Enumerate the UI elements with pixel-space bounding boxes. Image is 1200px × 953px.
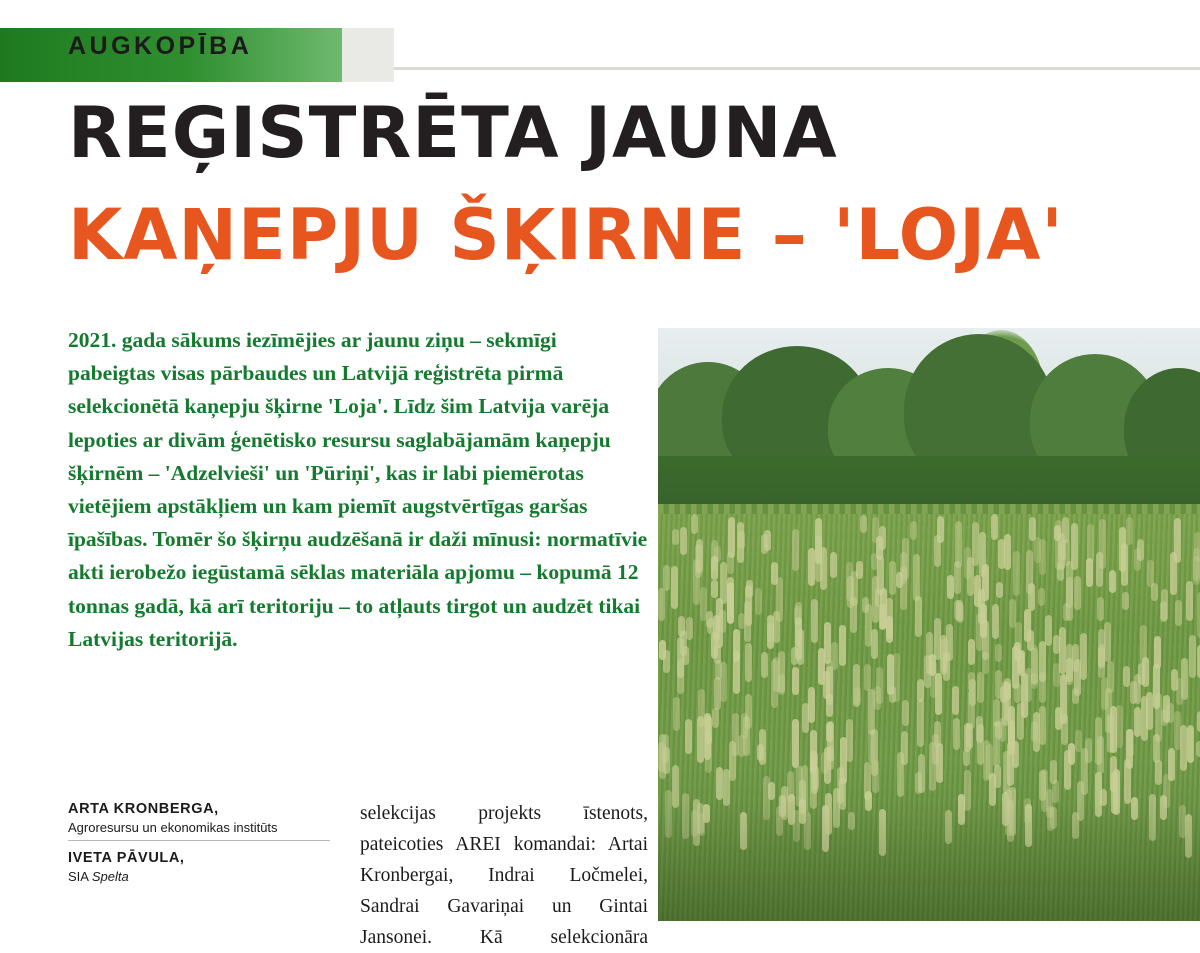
photo-hemp-plume (1105, 688, 1112, 733)
photo-hemp-plume (1031, 721, 1038, 742)
photo-hemp-plume (716, 767, 723, 800)
page-title-line-2: KAŅEPJU ŠĶIRNE – 'LOJA' (68, 194, 1064, 276)
photo-hemp-plume (1104, 622, 1111, 662)
photo-hemp-plume (902, 700, 909, 726)
photo-hemp-plume (1122, 592, 1129, 609)
photo-hemp-plume (792, 667, 799, 694)
photo-hemp-plume (1075, 730, 1082, 752)
photo-hemp-plume (995, 644, 1002, 662)
photo-hemp-plume (1034, 537, 1041, 563)
author-name: ARTA KRONBERGA, (68, 801, 219, 817)
author-affiliation (68, 819, 330, 841)
photo-hemp-plume (1071, 523, 1078, 571)
photo-hemp-plume (998, 539, 1005, 569)
photo-hemp-plume (733, 629, 740, 663)
photo-hemp-plume (1053, 663, 1060, 687)
photo-hemp-plume (1000, 686, 1007, 704)
photo-hemp-plume (897, 752, 904, 797)
photo-hemp-plume (700, 587, 707, 622)
photo-hemp-plume (969, 679, 976, 706)
page-title-line-1: REĢISTRĒTA JAUNA (68, 92, 838, 174)
photo-hemp-plume (1134, 707, 1141, 737)
photo-hemp-plume (953, 718, 960, 750)
author-affiliation-text: Agroresursu un ekonomikas institūts (68, 820, 278, 835)
photo-hemp-plume (893, 653, 900, 702)
photo-hemp-plume (827, 721, 834, 762)
lead-paragraph: 2021. gada sākums iezīmējies ar jaunu ziņu – sekmīgi pabeigtas visas pārbaudes un Latvijā reģistrēta pirmā selekcionētā kaņepju šķirne 'Loja'. Līdz šim Latvija varēja lepoties ar divām ģenētisko resursu saglabājamām kaņepju šķirnēm – 'Adzelvieši' un 'Pūriņi', kas ir labi piemērotas vietējiem apstākļiem un kam piemīt augstvērtīgas garšas īpašības. Tomēr šo šķirņu audzēšanā ir daži mīnusi: normatīvie akti ierobežo iegūstamā sēklas materiāla apjomu – kopumā 12 tonnas gadā, kā arī teritoriju – to atļauts tirgot un audzēt tikai Latvijas teritorijā. (68, 328, 648, 651)
photo-hemp-plume (1187, 725, 1194, 763)
photo-hemp-plume (1039, 672, 1046, 703)
photo-hemp-plume (658, 588, 665, 621)
body-text-column: selekcijas projekts īstenots, pateicoties AREI komandai: Artai Kronbergai, Indrai Ločmelei, Sandrai Gavariņai un Gintai Jansonei. Kā selekcionāra (360, 803, 648, 948)
photo-hemp-plume (934, 618, 941, 660)
photo-hemp-plume (767, 623, 774, 642)
photo-hemp-plume (913, 554, 920, 601)
photo-hemp-plume (917, 699, 924, 747)
photo-hemp-plume (1039, 706, 1046, 745)
photo-hemp-plume (1055, 520, 1062, 570)
photo-hemp-plume (1097, 736, 1104, 774)
photo-hemp-plume (778, 674, 785, 695)
photo-hemp-plume (910, 521, 917, 540)
photo-hemp-plume (837, 767, 844, 804)
photo-hemp-plume (871, 629, 878, 659)
photo-hemp-plume (673, 697, 680, 731)
photo-hemp-plume (755, 588, 762, 616)
photo-hemp-plume (876, 667, 883, 704)
photo-hemp-plume (663, 650, 670, 673)
photo-hemp-plume (968, 639, 975, 665)
photo-hemp-plume (729, 741, 736, 781)
photo-hemp-plume (1085, 738, 1092, 763)
photo-hemp-plume (947, 575, 954, 598)
category-bar-gray-block (342, 28, 394, 82)
photo-hemp-plume (1097, 597, 1104, 621)
photo-hemp-plume (791, 647, 798, 665)
photo-hemp-plume (745, 643, 752, 683)
photo-hemp-plume (685, 719, 692, 754)
photo-hemp-plume (745, 585, 752, 627)
photo-hemp-plume (886, 598, 893, 638)
photo-hemp-plume (696, 539, 703, 573)
photo-hemp-plume (952, 686, 959, 716)
photo-hemp-plume (824, 622, 831, 664)
photo-hemp-plume (839, 625, 846, 666)
photo-hemp-plume (1012, 646, 1019, 690)
photo-hemp-plume (1028, 583, 1035, 611)
photo-hemp-plume (1062, 517, 1069, 544)
photo-hemp-plume (889, 561, 896, 595)
photo-hemp-plume (1050, 760, 1057, 783)
photo-hemp-plume (671, 566, 678, 609)
photo-hemp-plume (815, 535, 822, 583)
photo-hemp-plume (872, 576, 879, 623)
photo-hemp-plume (1099, 519, 1106, 569)
photo-hemp-plume (932, 734, 939, 765)
author-affiliation (68, 868, 330, 889)
photo-hemp-plume (974, 575, 981, 607)
photo-hemp-plume (663, 565, 670, 592)
author-block (68, 800, 333, 841)
photo-hemp-plume (1196, 741, 1200, 757)
photo-hemp-plume (1004, 534, 1011, 571)
photo-hemp-plume (711, 580, 718, 598)
photo-hemp-plume (706, 611, 713, 628)
photo-hemp-plume (943, 652, 950, 681)
photo-hemp-plume (1197, 711, 1200, 732)
photo-hemp-plume (691, 514, 698, 534)
photo-hemp-plume (955, 521, 962, 569)
photo-hemp-plume (977, 672, 984, 704)
author-byline-list (68, 800, 333, 893)
photo-hemp-plume (1155, 760, 1162, 785)
photo-hemp-plume (761, 652, 768, 678)
photo-hemp-plume (1160, 601, 1167, 623)
photo-hemp-plume (864, 664, 871, 691)
photo-hemp-plume (1137, 539, 1144, 561)
photo-hemp-plume (705, 716, 712, 745)
photo-hemp-plume (720, 662, 727, 702)
author-name: IVETA PĀVULA, (68, 850, 185, 866)
photo-hemp-plume (976, 613, 983, 651)
photo-hemp-plume (1109, 570, 1116, 593)
photo-hemp-plume (1068, 743, 1075, 765)
photo-hemp-plume (1176, 678, 1183, 705)
photo-hemp-plume (1140, 625, 1147, 664)
photo-hemp-plume (994, 765, 1001, 788)
photo-hemp-plume (982, 652, 989, 675)
photo-hemp-plume (996, 582, 1003, 598)
category-label: AUGKOPĪBA (68, 32, 253, 60)
photo-hemp-plume (915, 772, 922, 793)
photo-hemp-plume (659, 734, 666, 779)
photo-hemp-plume (1155, 693, 1162, 742)
photo-hemp-plume (727, 577, 734, 623)
photo-hemp-plume (712, 708, 719, 729)
photo-hemp-plume (1170, 552, 1177, 596)
photo-hemp-plume (830, 552, 837, 578)
hemp-field-photograph (658, 328, 1200, 921)
photo-hemp-plume (764, 530, 771, 551)
photo-hemp-plume (937, 516, 944, 543)
category-bar (0, 10, 1200, 82)
photo-hemp-plume (1087, 524, 1094, 563)
photo-hemp-plume (826, 666, 833, 705)
photo-hemp-plume (871, 553, 878, 570)
photo-hemp-plume (862, 597, 869, 613)
photo-hemp-plume (771, 562, 778, 585)
photo-hemp-plume (860, 515, 867, 534)
photo-hemp-plume (1009, 599, 1016, 629)
photo-hemp-plume (954, 600, 961, 620)
photo-hemp-plume (1121, 543, 1128, 586)
photo-hemp-plume (1134, 674, 1141, 704)
photo-hemp-plume (738, 613, 745, 629)
photo-hemp-plume (972, 522, 979, 566)
author-block (68, 849, 333, 889)
photo-foreground-shading (658, 801, 1200, 921)
photo-hemp-plume (711, 556, 718, 580)
photo-hemp-plume (792, 719, 799, 769)
photo-hemp-plume (1031, 673, 1038, 689)
photo-hemp-plume (1045, 615, 1052, 647)
photo-hemp-plume (1163, 695, 1170, 723)
photo-hemp-plume (1013, 551, 1020, 596)
photo-hemp-plume (720, 562, 727, 604)
photo-hemp-plume (1127, 729, 1134, 758)
photo-hemp-plume (1025, 668, 1032, 703)
photo-hemp-plume (1027, 630, 1034, 650)
category-bar-rule (394, 67, 1200, 70)
photo-hemp-plume (1066, 658, 1073, 682)
photo-hemp-plume (1189, 635, 1196, 678)
photo-hemp-plume (846, 719, 853, 763)
photo-hemp-plume (680, 527, 687, 555)
photo-hemp-plume (1008, 706, 1015, 746)
photo-hemp-plume (1154, 636, 1161, 669)
photo-hemp-plume (991, 514, 998, 540)
photo-hemp-plume (1063, 539, 1070, 566)
photo-hemp-plume (1116, 705, 1123, 748)
photo-hemp-plume (915, 596, 922, 637)
photo-hemp-plume (963, 749, 970, 766)
photo-hemp-plume (810, 730, 817, 771)
author-affiliation-company: Spelta (91, 869, 129, 884)
photo-hemp-plume (966, 723, 973, 749)
photo-hemp-plume (811, 599, 818, 644)
photo-hemp-plume (868, 730, 875, 763)
photo-hemp-plume (711, 632, 718, 658)
photo-hemp-plume (1175, 600, 1182, 626)
photo-hemp-plume (757, 744, 764, 761)
photo-hemp-plume (995, 721, 1002, 738)
photo-hemp-plume (1193, 548, 1200, 585)
photo-hemp-plume (983, 740, 990, 781)
photo-hemp-plume (743, 716, 750, 757)
photo-hemp-plume (672, 529, 679, 546)
photo-hemp-plume (992, 604, 999, 639)
photo-hemp-plume (851, 571, 858, 607)
photo-hemp-plume (1146, 692, 1153, 730)
photo-hemp-plume (929, 654, 936, 676)
photo-hemp-plume (738, 531, 745, 549)
photo-hemp-plume (1061, 714, 1068, 745)
photo-hemp-plume (1186, 581, 1193, 621)
photo-hemp-plume (680, 630, 687, 655)
photo-hemp-plume (1038, 588, 1045, 607)
photo-hemp-plume (1123, 666, 1130, 687)
photo-hemp-plume (728, 517, 735, 558)
photo-hemp-plume (1074, 576, 1081, 611)
photo-hemp-plume (854, 687, 861, 705)
author-affiliation-text: SIA (68, 869, 92, 884)
photo-hemp-plume (1017, 703, 1024, 740)
photo-hemp-plume (802, 703, 809, 733)
photo-hemp-plume (1126, 517, 1133, 545)
photo-hemp-plume (808, 548, 815, 586)
photo-hemp-plume (792, 529, 799, 571)
photo-hemp-plume (1074, 659, 1081, 697)
photo-hemp-plume (896, 572, 903, 588)
photo-hemp-plume (1066, 577, 1073, 620)
photo-hemp-plume (1151, 583, 1158, 600)
